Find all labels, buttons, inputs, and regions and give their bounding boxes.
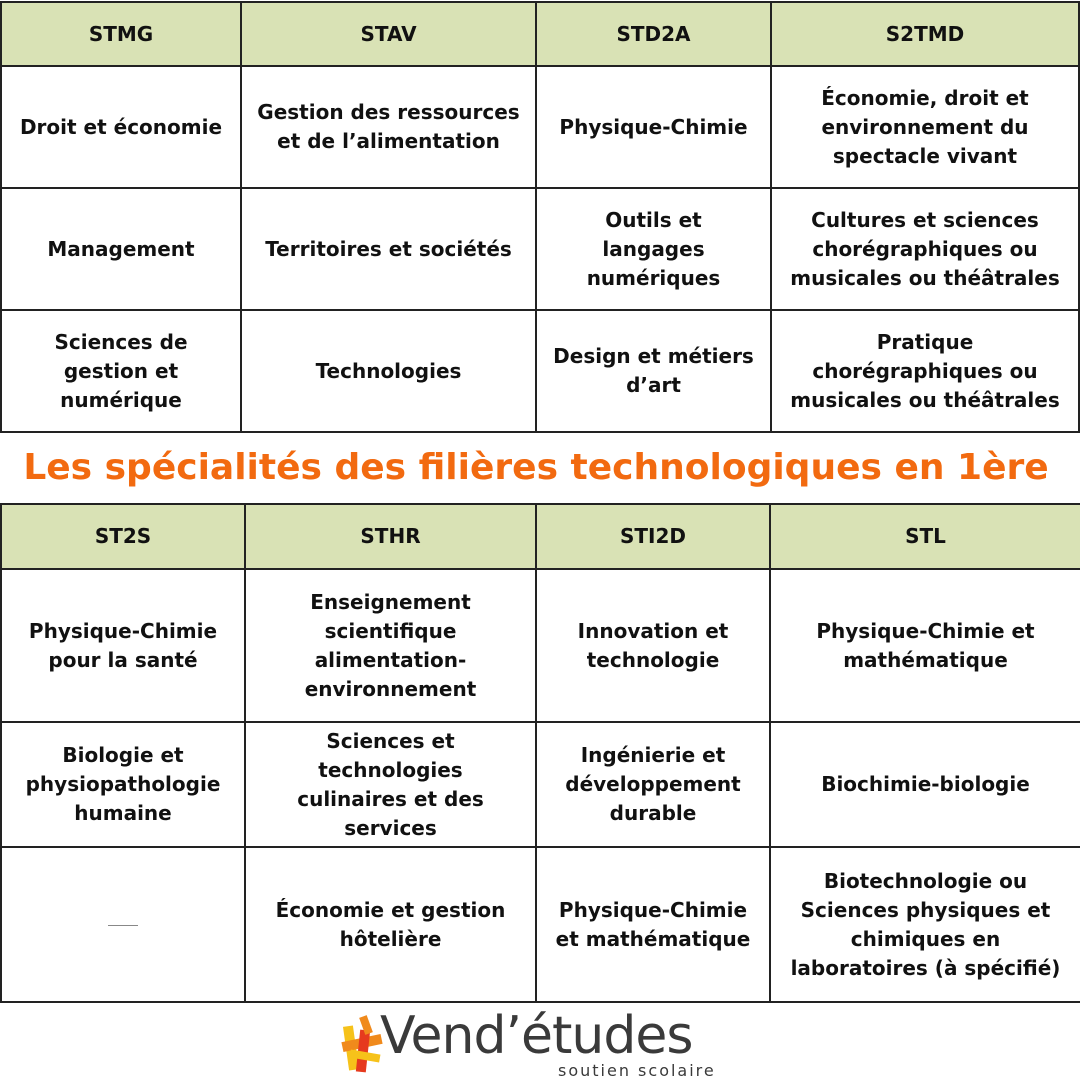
vendetudes-logo [340,1000,740,1080]
table-row [1,722,1080,847]
column-header-stav: STAV [241,2,536,66]
column-header-stl: STL [770,504,1080,569]
table-cell: Biologie et physiopathologie humaine [1,722,245,847]
table-cell: Outils et langages numériques [536,188,771,310]
table-cell: Technologies [241,310,536,432]
empty-dash [108,925,138,926]
column-header-s2tmd: S2TMD [771,2,1079,66]
column-header-st2s: ST2S [1,504,245,569]
table-cell: Pratique chorégraphiques ou musicales ou théâtrales [771,310,1079,432]
column-header-sti2d: STI2D [536,504,770,569]
table-row [1,847,1080,1002]
table-cell: Enseignement scientifique alimentation-environnement [245,569,536,722]
table-cell: Physique-Chimie pour la santé [1,569,245,722]
column-header-std2a: STD2A [536,2,771,66]
table-cell: Gestion des ressources et de l’alimentation [241,66,536,188]
table-cell: Économie et gestion hôtelière [245,847,536,1002]
table-row [1,188,1079,310]
page-title: Les spécialités des filières technologiques en 1ère [23,447,1049,488]
column-header-sthr: STHR [245,504,536,569]
table-cell: Physique-Chimie et mathématique [770,569,1080,722]
table-cell: Design et métiers d’art [536,310,771,432]
table-row [1,569,1080,722]
table-cell: Cultures et sciences chorégraphiques ou musicales ou théâtrales [771,188,1079,310]
logo-wordmark: Vend’études [380,1006,693,1066]
table-row [1,66,1079,188]
table-cell: Biotechnologie ou Sciences physiques et chimiques en laboratoires (à spécifié) [770,847,1080,1002]
logo-tagline: soutien scolaire [558,1061,716,1080]
table-cell: Management [1,188,241,310]
table-cell: Ingénierie et développement durable [536,722,770,847]
table-cell: Territoires et sociétés [241,188,536,310]
table-cell: Innovation et technologie [536,569,770,722]
table-row [1,310,1079,432]
table-cell: Droit et économie [1,66,241,188]
table-cell: Biochimie-biologie [770,722,1080,847]
table-cell: Sciences de gestion et numérique [1,310,241,432]
table-cell: Physique-Chimie [536,66,771,188]
table-cell: Sciences et technologies culinaires et des services [245,722,536,847]
column-header-stmg: STMG [1,2,241,66]
empty-cell [1,847,245,1002]
table-cell: Économie, droit et environnement du spectacle vivant [771,66,1079,188]
top-specialties-table [0,1,1080,433]
bottom-specialties-table [0,503,1080,1003]
table-cell: Physique-Chimie et mathématique [536,847,770,1002]
